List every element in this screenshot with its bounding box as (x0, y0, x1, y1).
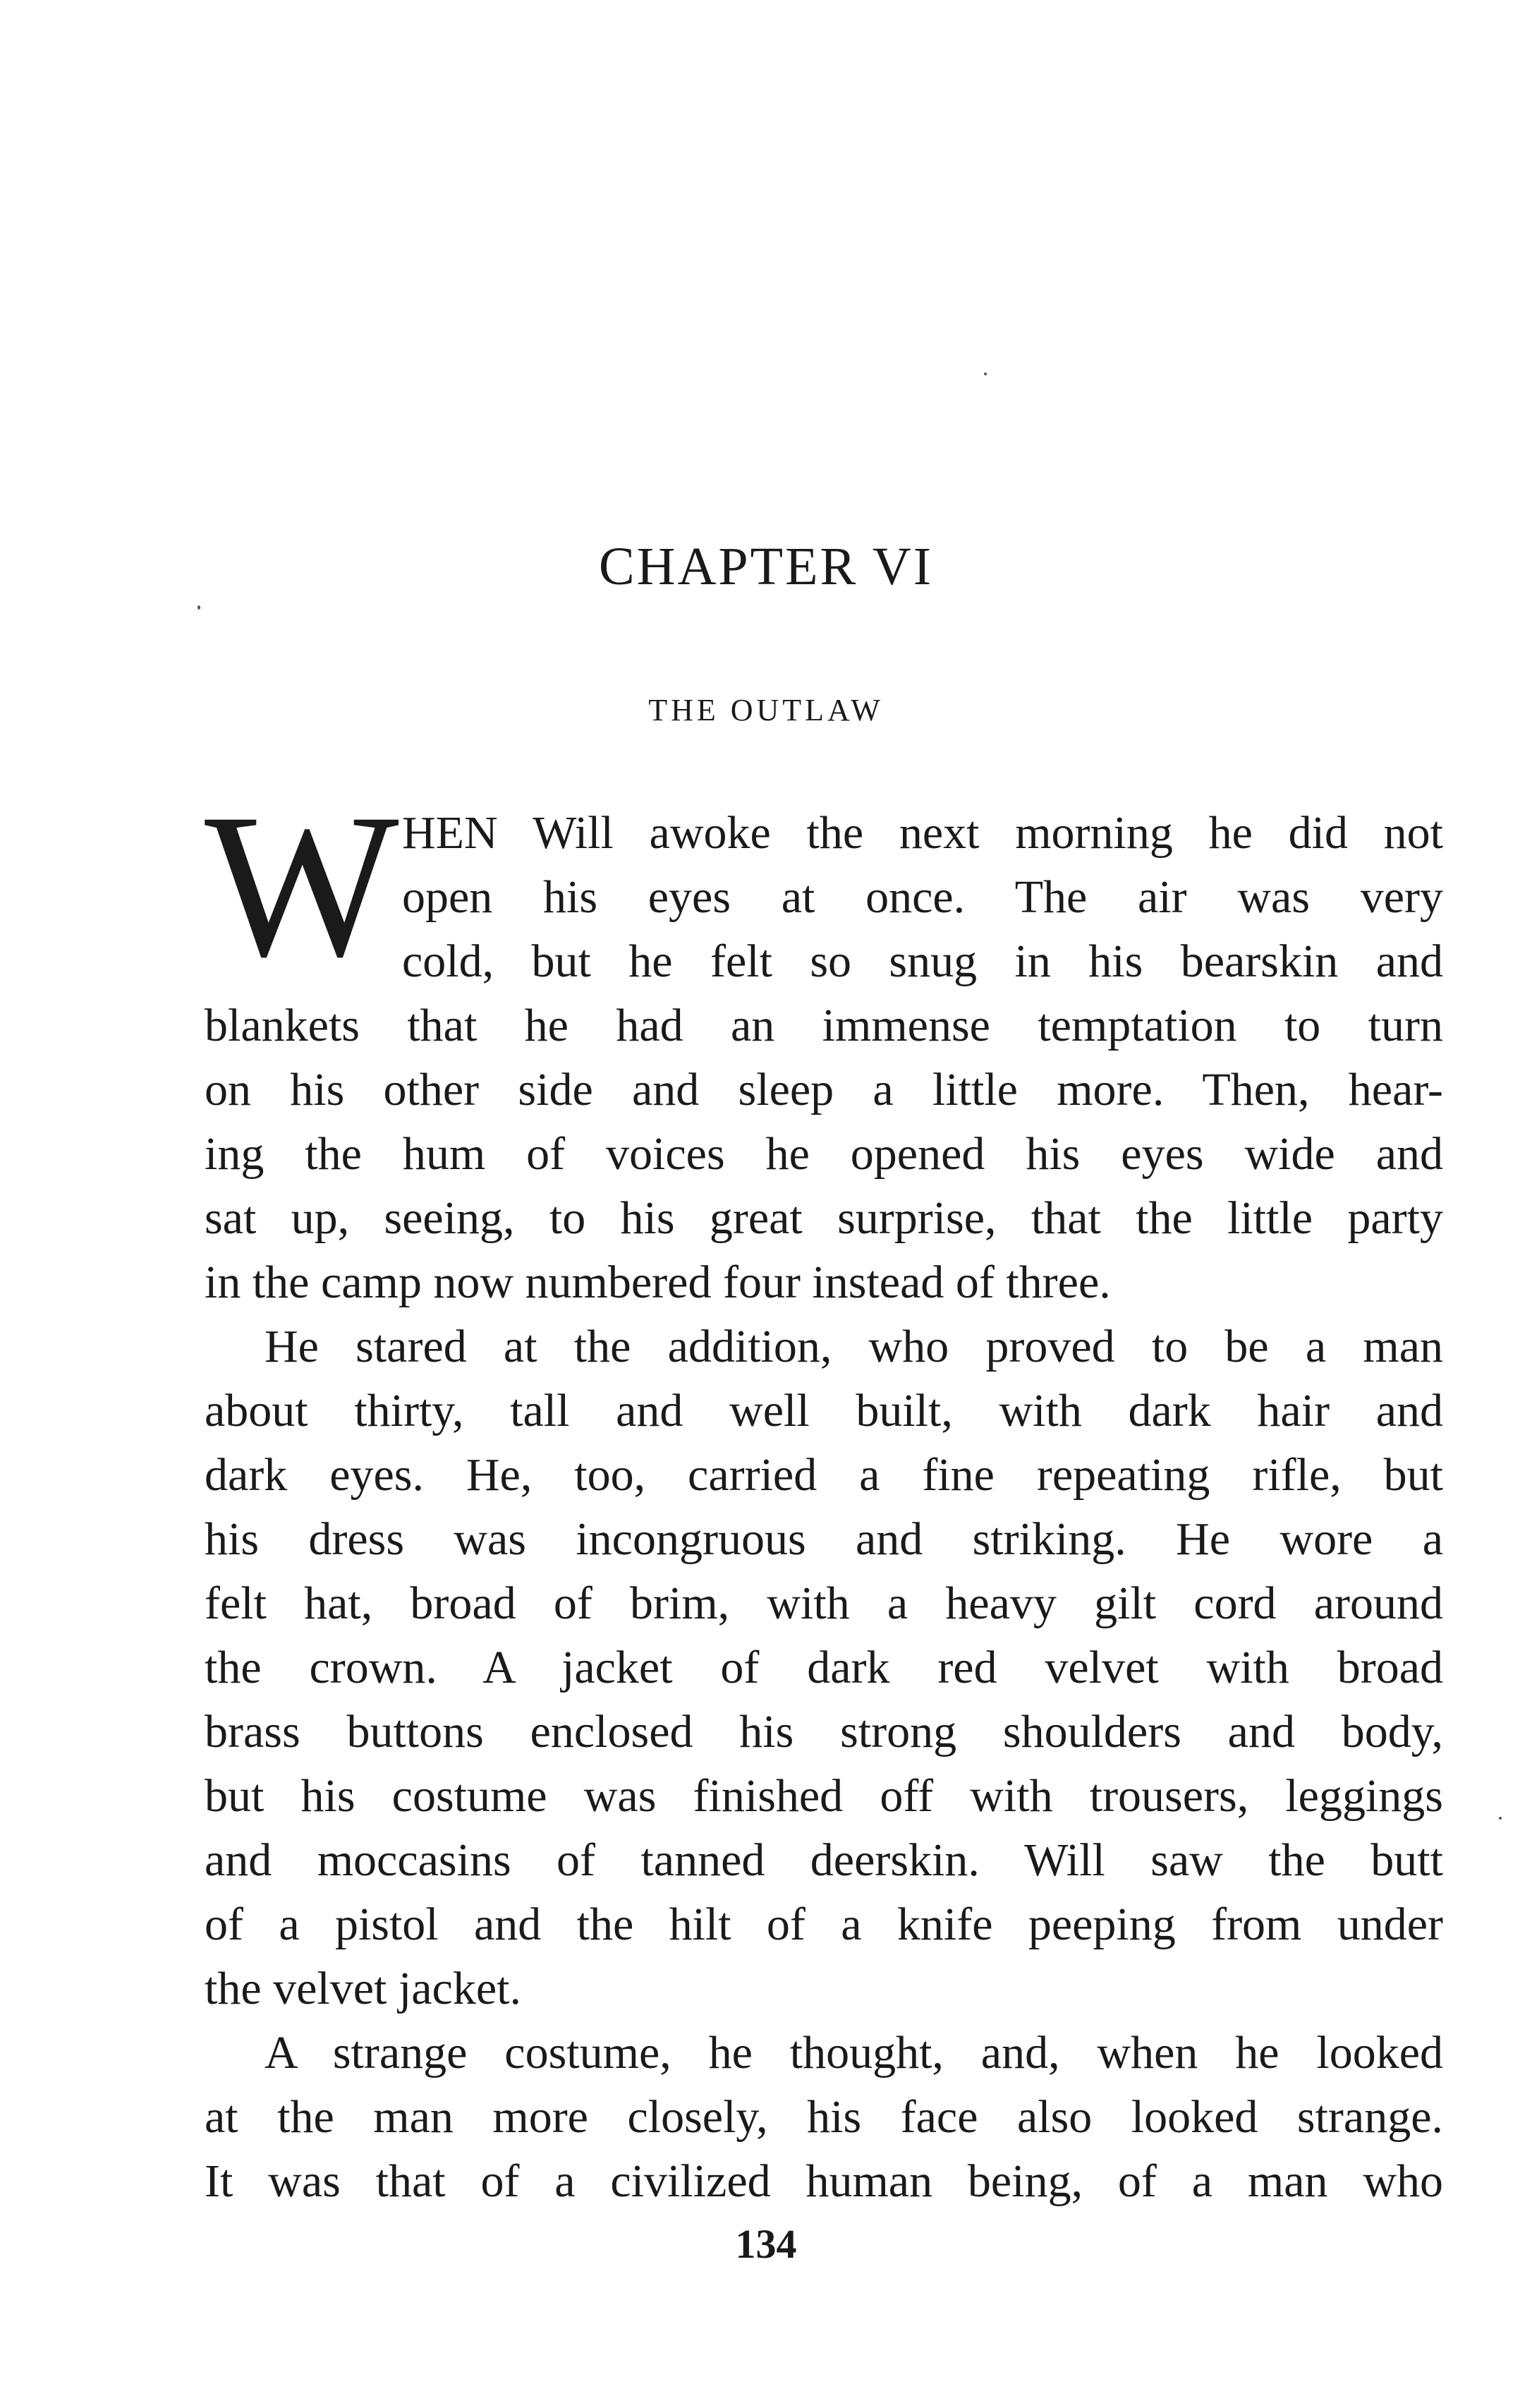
text-line: and moccasins of tanned deerskin. Will saw the butt (205, 1834, 1443, 1886)
text-line: at the man more closely, his face also looked strange. (205, 2091, 1443, 2143)
text-line: cold, but he felt so snug in his bearskin and (402, 936, 1443, 987)
text-line: It was that of a civilized human being, of a man who (205, 2155, 1443, 2207)
text-line: dark eyes. He, too, carried a fine repeating rifle, but (205, 1449, 1443, 1501)
text-line: the velvet jacket. (205, 1963, 521, 2014)
scan-speck (197, 605, 200, 610)
text-line: sat up, seeing, to his great surprise, that the little party (205, 1192, 1443, 1244)
text-line: brass buttons enclosed his strong shoulders and body, (205, 1706, 1443, 1757)
scan-speck (1499, 1817, 1502, 1820)
text-line: A strange costume, he thought, and, when he looked (265, 2027, 1443, 2079)
page-number: 134 (735, 2221, 797, 2267)
text-line: but his costume was finished off with trousers, leggings (205, 1770, 1443, 1822)
text-line: felt hat, broad of brim, with a heavy gilt cord around (205, 1578, 1443, 1629)
text-line: his dress was incongruous and striking. He wore a (205, 1513, 1443, 1565)
text-line: open his eyes at once. The air was very (402, 871, 1443, 923)
text-line: on his other side and sleep a little more. Then, hear- (205, 1064, 1443, 1115)
body-text (205, 801, 1443, 2213)
text-line: ing the hum of voices he opened his eyes wide and (205, 1128, 1443, 1180)
drop-cap: W (205, 772, 399, 1000)
scan-speck (984, 373, 987, 375)
text-line: in the camp now numbered four instead of three. (205, 1257, 1111, 1308)
text-line: the crown. A jacket of dark red velvet with broad (205, 1642, 1443, 1693)
chapter-subtitle: THE OUTLAW (648, 693, 884, 727)
text-line: He stared at the addition, who proved to be a man (265, 1321, 1443, 1372)
text-line: blankets that he had an immense temptation to turn (205, 1000, 1443, 1051)
text-line: HEN Will awoke the next morning he did not (402, 807, 1443, 859)
text-line: of a pistol and the hilt of a knife peeping from under (205, 1899, 1443, 1950)
text-line: about thirty, tall and well built, with dark hair and (205, 1385, 1443, 1436)
chapter-title: CHAPTER VI (598, 537, 934, 596)
